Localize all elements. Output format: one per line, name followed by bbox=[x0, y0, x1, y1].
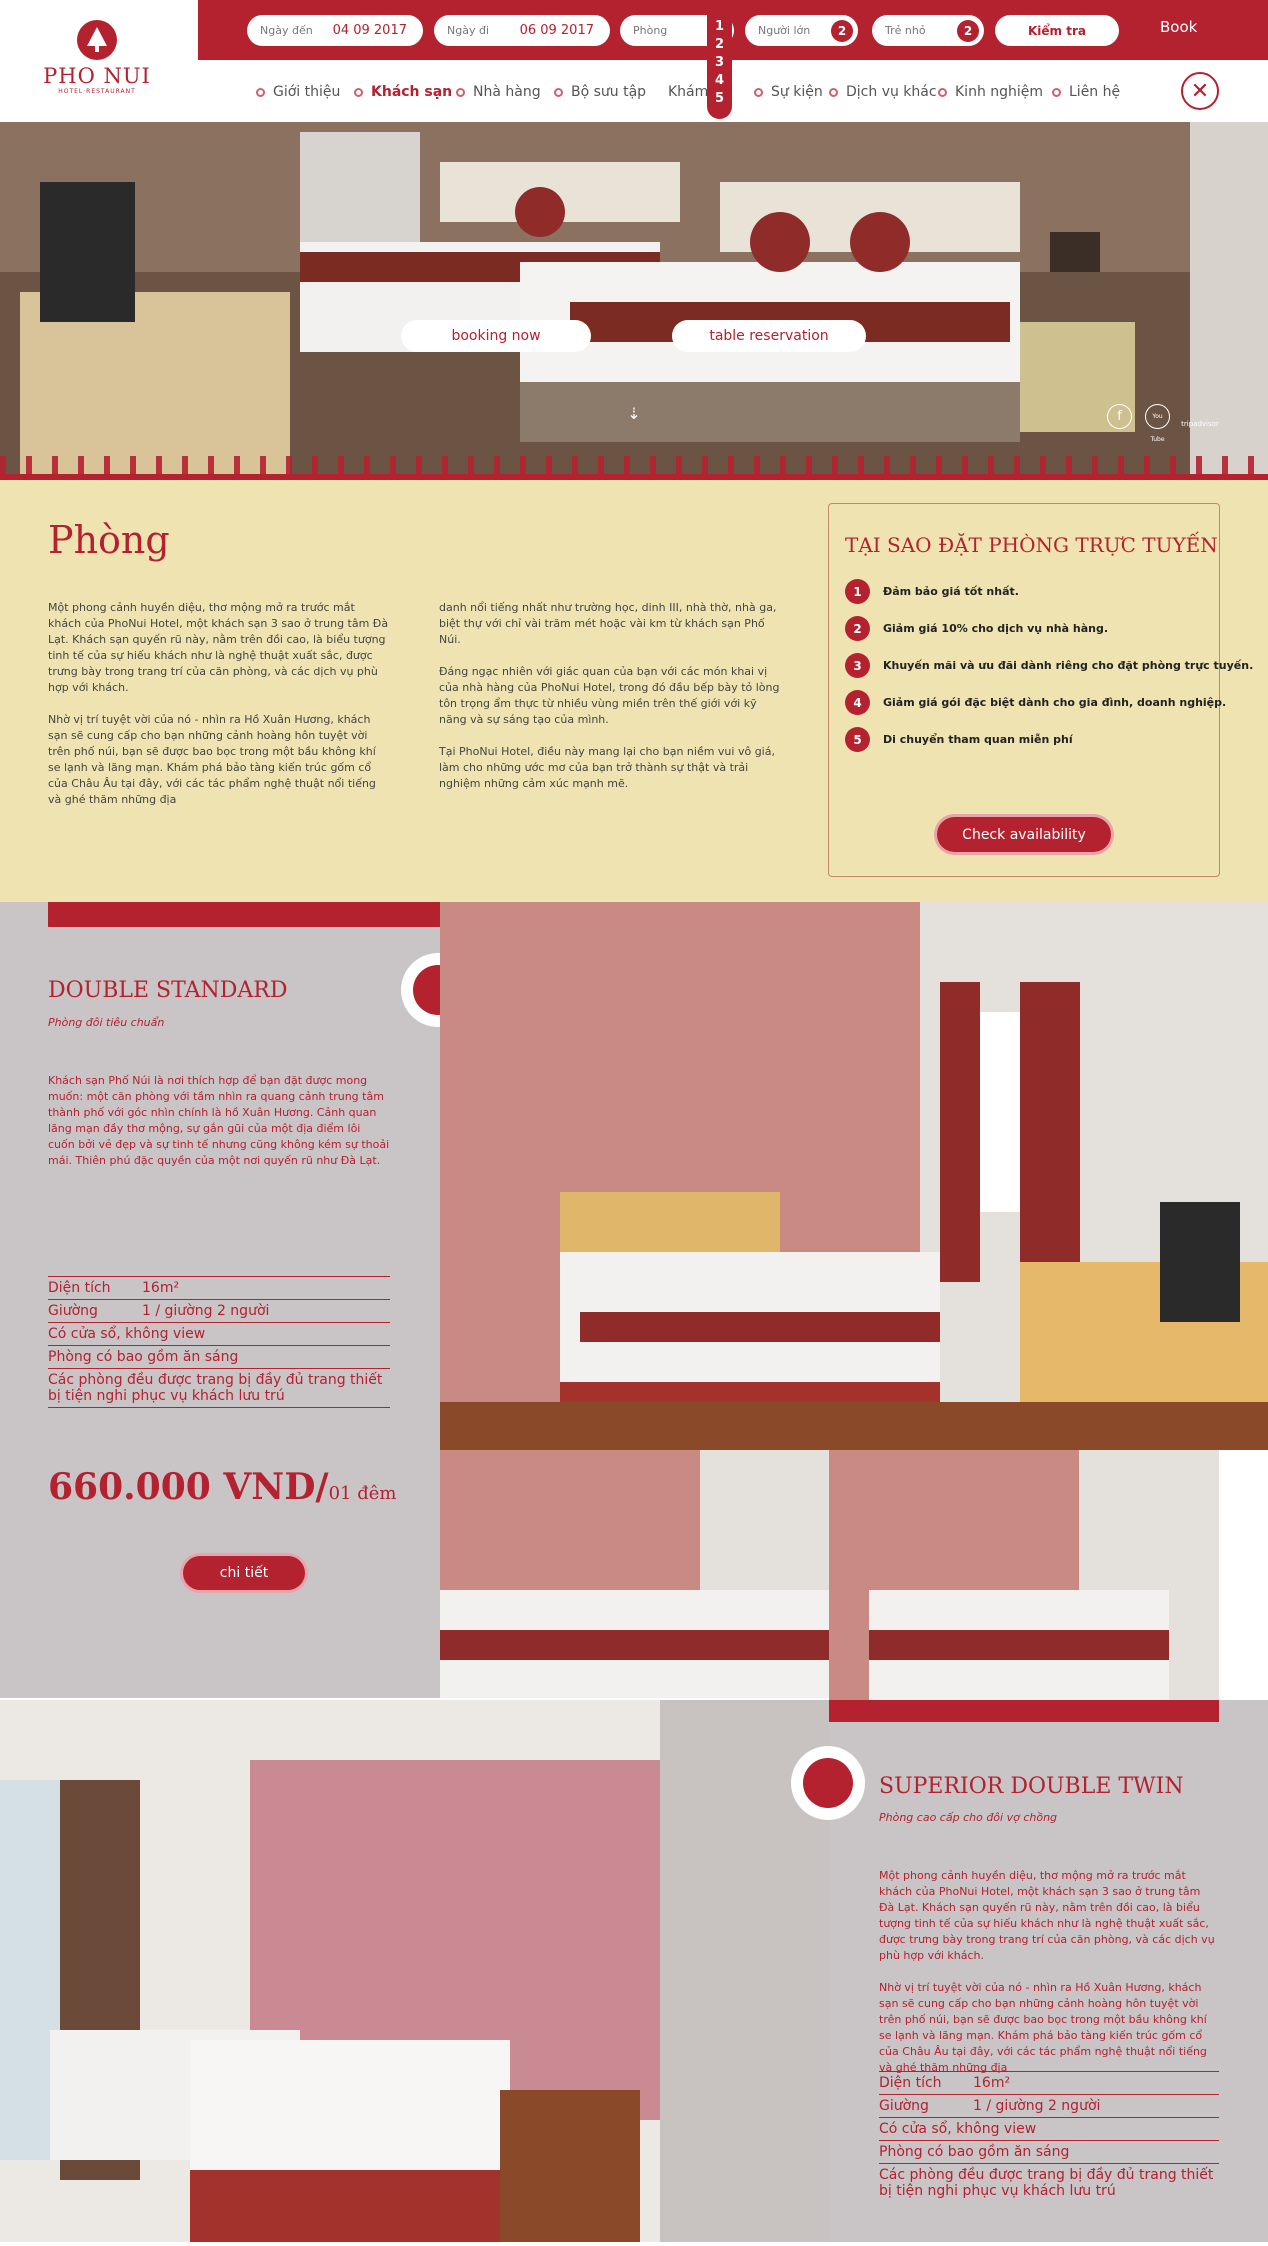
feature-label: Diện tích bbox=[879, 2075, 942, 2091]
feature-label: Phòng có bao gồm ăn sáng bbox=[879, 2144, 1070, 2160]
price-unit: 01 đêm bbox=[328, 1483, 397, 1504]
nav-bullet-icon bbox=[829, 88, 838, 97]
check-availability-button[interactable]: Check availability bbox=[937, 817, 1111, 852]
nav-item-lien-he[interactable] bbox=[1052, 84, 1120, 100]
reason-text: Giảm giá 10% cho dịch vụ nhà hàng. bbox=[883, 622, 1109, 635]
children-label: Trẻ nhỏ bbox=[885, 24, 926, 37]
room-description: Khách sạn Phố Núi là nơi thích hợp để bạn đặt được mong muốn: một căn phòng với tầm nhìn ra quang cảnh trung tâm thành phố với góc nhìn chính là hồ Xuân Hương. Cảnh quan lãng mạn đầy thơ mộng, sự gắn gũi của một địa điểm lôi cuốn bởi vẻ đẹp và sự tinh tế nhưng cũng không kém sự thoải mái. Thiên phú đặc quyền của một nơi quyến rũ như Đà Lạt. bbox=[48, 1074, 390, 1167]
feature-row bbox=[48, 1276, 390, 1299]
feature-row bbox=[48, 1322, 390, 1345]
nav-label: Sự kiện bbox=[771, 84, 823, 100]
room-subtitle: Phòng cao cấp cho đôi vợ chồng bbox=[879, 1811, 1058, 1824]
tripadvisor-icon[interactable]: tripadvisor bbox=[1181, 420, 1219, 428]
room-photo-main bbox=[0, 1700, 829, 2242]
arrival-value: 04 09 2017 bbox=[332, 23, 407, 38]
feature-label: Phòng có bao gồm ăn sáng bbox=[48, 1349, 239, 1365]
table-reservation-button[interactable]: table reservation bbox=[672, 320, 866, 352]
logo[interactable] bbox=[42, 20, 152, 95]
room-subtitle: Phòng đôi tiêu chuẩn bbox=[48, 1016, 165, 1029]
feature-value: 16m² bbox=[973, 2075, 1011, 2091]
rooms-option[interactable]: 3 bbox=[714, 55, 725, 70]
arrival-label: Ngày đến bbox=[260, 24, 313, 37]
feature-label: Giường bbox=[879, 2098, 929, 2114]
price-value: 660.000 VND/ bbox=[48, 1466, 329, 1508]
room-title[interactable]: SUPERIOR DOUBLE TWIN bbox=[879, 1774, 1184, 1799]
nav-bullet-icon bbox=[754, 88, 763, 97]
feature-row bbox=[879, 2071, 1219, 2094]
nav-bullet-icon bbox=[354, 88, 363, 97]
rooms-option[interactable]: 4 bbox=[714, 73, 725, 88]
reason-text: Khuyến mãi và ưu đãi dành riêng cho đặt phòng trực tuyến. bbox=[883, 659, 1254, 672]
feature-row bbox=[879, 2163, 1219, 2202]
check-button[interactable]: Kiểm tra bbox=[995, 15, 1119, 46]
feature-label: Có cửa sổ, không view bbox=[879, 2121, 1037, 2137]
why-book-online-title: TẠI SAO ĐẶT PHÒNG TRỰC TUYẾN bbox=[845, 533, 1218, 557]
feature-row bbox=[48, 1299, 390, 1322]
reason-item bbox=[845, 727, 1073, 752]
nav-item-dich-vu-khac[interactable] bbox=[829, 84, 937, 100]
facebook-icon[interactable]: f bbox=[1107, 404, 1132, 429]
booking-now-button[interactable]: booking now bbox=[401, 320, 591, 352]
room-features bbox=[48, 1276, 390, 1408]
reason-text: Giảm giá gói đặc biệt dành cho gia đình, doanh nghiệp. bbox=[883, 696, 1227, 709]
departure-date-field[interactable] bbox=[434, 15, 610, 46]
feature-value: 1 / giường 2 người bbox=[142, 1303, 270, 1319]
departure-label: Ngày đi bbox=[447, 24, 489, 37]
nav-item-kham[interactable] bbox=[668, 84, 708, 100]
departure-value: 06 09 2017 bbox=[519, 23, 594, 38]
intro-paragraph: danh nổi tiếng nhất như trường học, dinh III, nhà thờ, nhà ga, biệt thự với chỉ vài trăm mét hoặc vài km từ khách sạn Phố Núi. bbox=[439, 601, 777, 646]
intro-column-2 bbox=[439, 600, 781, 792]
feature-label: Có cửa sổ, không view bbox=[48, 1326, 206, 1342]
feature-label: Diện tích bbox=[48, 1280, 111, 1296]
rooms-option[interactable]: 5 bbox=[714, 91, 725, 106]
reason-text: Đảm bảo giá tốt nhất. bbox=[883, 585, 1019, 598]
reason-item bbox=[845, 616, 1108, 641]
nav-label: Dịch vụ khác bbox=[846, 84, 937, 100]
feature-value: 16m² bbox=[142, 1280, 180, 1296]
reason-item bbox=[845, 653, 1253, 678]
children-select[interactable] bbox=[872, 15, 984, 46]
arrival-date-field[interactable] bbox=[247, 15, 423, 46]
nav-label: Liên hệ bbox=[1069, 84, 1121, 100]
reason-number: 1 bbox=[845, 579, 870, 604]
nav-item-su-kien[interactable] bbox=[754, 84, 823, 100]
pinecone-logo-icon bbox=[77, 20, 117, 60]
nav-bullet-icon bbox=[256, 88, 265, 97]
youtube-icon[interactable]: You Tube bbox=[1145, 404, 1170, 429]
rooms-option[interactable]: 2 bbox=[714, 37, 725, 52]
nav-label: Bộ sưu tập bbox=[571, 84, 647, 100]
children-value: 2 bbox=[957, 20, 979, 42]
nav-item-bo-suu-tap[interactable] bbox=[554, 84, 646, 100]
nav-item-gioi-thieu[interactable] bbox=[256, 84, 340, 100]
feature-row bbox=[879, 2140, 1219, 2163]
section-title: Phòng bbox=[48, 518, 170, 562]
nav-label: Khách sạn bbox=[371, 84, 453, 100]
room-description-paragraph: Một phong cảnh huyền diệu, thơ mộng mở ra trước mắt khách của PhoNui Hotel, một khách sạn 3 sao ở trung tâm Đà Lạt. Khách sạn quyến rũ này, nằm trên đồi cao, là biểu tượng tinh tế của sự hiếu khách như là nghệ thuật xuất sắc, được trưng bày trong trang trí của căn phòng, và các dịch vụ phù hợp với khách. bbox=[879, 1869, 1215, 1962]
adults-label: Người lớn bbox=[758, 24, 811, 37]
adults-select[interactable] bbox=[745, 15, 858, 46]
nav-bullet-icon bbox=[938, 88, 947, 97]
nav-label: Kinh nghiệm bbox=[955, 84, 1044, 100]
reason-number: 4 bbox=[845, 690, 870, 715]
feature-value: 1 / giường 2 người bbox=[973, 2098, 1101, 2114]
reason-item bbox=[845, 579, 1019, 604]
nav-label: Nhà hàng bbox=[473, 84, 541, 100]
close-icon[interactable]: ✕ bbox=[1181, 72, 1219, 110]
book-button[interactable]: Book bbox=[1160, 18, 1198, 36]
intro-paragraph: Một phong cảnh huyền diệu, thơ mộng mở ra trước mắt khách của PhoNui Hotel, một khách sạn 3 sao ở trung tâm Đà Lạt. Khách sạn quyến rũ này, nằm trên đồi cao, là biểu tượng tinh tế của sự hiếu khách như là nghệ thuật xuất sắc, được trưng bày trong trang trí của căn phòng, và các dịch vụ phù hợp với khách. bbox=[48, 601, 389, 694]
rooms-option[interactable]: 1 bbox=[714, 19, 725, 34]
room-features bbox=[879, 2071, 1219, 2202]
reason-item bbox=[845, 690, 1226, 715]
room-price bbox=[48, 1466, 396, 1508]
room-photo-thumb[interactable] bbox=[829, 1450, 1219, 1700]
intro-paragraph: Đáng ngạc nhiên với giác quan của bạn với các món khai vị của nhà hàng của PhoNui Hotel, trong đó đầu bếp bày tỏ lòng tôn trọng ẩm thực từ nhiều vùng miền trên thế giới với kỹ năng và sự sáng tạo của mình. bbox=[439, 665, 780, 726]
room-accent-bar bbox=[48, 902, 440, 927]
reason-number: 2 bbox=[845, 616, 870, 641]
nav-item-khach-san[interactable] bbox=[354, 84, 452, 100]
feature-row bbox=[879, 2094, 1219, 2117]
nav-bullet-icon bbox=[554, 88, 563, 97]
reason-number: 5 bbox=[845, 727, 870, 752]
nav-label: Giới thiệu bbox=[273, 84, 341, 100]
nav-bullet-icon bbox=[456, 88, 465, 97]
room-title[interactable]: DOUBLE STANDARD bbox=[48, 978, 288, 1003]
rooms-dropdown[interactable] bbox=[707, 15, 732, 119]
room-photo-thumb[interactable] bbox=[440, 1450, 829, 1698]
adults-value: 2 bbox=[831, 20, 853, 42]
scroll-down-icon[interactable]: ⇣ bbox=[627, 404, 641, 423]
room-accent-bar bbox=[829, 1700, 1219, 1722]
nav-item-nha-hang[interactable] bbox=[456, 84, 541, 100]
feature-label: Giường bbox=[48, 1303, 98, 1319]
feature-label: Các phòng đều được trang bị đầy đủ trang thiết bị tiện nghi phục vụ khách lưu trú bbox=[879, 2167, 1214, 2199]
room-photo-main bbox=[440, 902, 1268, 1450]
logo-name: PHO NUI bbox=[43, 64, 151, 88]
feature-row bbox=[879, 2117, 1219, 2140]
room-description-paragraph: Nhờ vị trí tuyệt vời của nó - nhìn ra Hồ Xuân Hương, khách sạn sẽ cung cấp cho bạn những cảnh hoàng hôn tuyệt vời trên phố núi, bạn sẽ được bao bọc trong một bầu không khí se lạnh và lãng mạn. Khám phá bảo tàng kiến trúc gốm cổ của Châu Âu tại đây, với các tác phẩm nghệ thuật nổi tiếng và ghé thăm những địa bbox=[879, 1981, 1207, 2074]
nav-label: Khám bbox=[668, 84, 709, 100]
nav-item-kinh-nghiem[interactable] bbox=[938, 84, 1043, 100]
feature-row bbox=[48, 1345, 390, 1368]
room-emblem-icon bbox=[791, 1746, 865, 1820]
intro-paragraph: Nhờ vị trí tuyệt vời của nó - nhìn ra Hồ Xuân Hương, khách sạn sẽ cung cấp cho bạn những cảnh hoàng hôn tuyệt vời trên phố núi, bạn sẽ được bao bọc trong một bầu không khí se lạnh và lãng mạn. Khám phá bảo tàng kiến trúc gốm cổ của Châu Âu tại đây, với các tác phẩm nghệ thuật nổi tiếng và ghé thăm những địa bbox=[48, 713, 376, 806]
rooms-label: Phòng bbox=[633, 24, 668, 37]
nav-bullet-icon bbox=[1052, 88, 1061, 97]
room-detail-button[interactable]: chi tiết bbox=[183, 1556, 305, 1590]
reason-number: 3 bbox=[845, 653, 870, 678]
intro-paragraph: Tại PhoNui Hotel, điều này mang lại cho bạn niềm vui vô giá, làm cho những ước mơ của bạn trở thành sự thật và trải nghiệm những cảm xúc mạnh mẽ. bbox=[439, 745, 775, 790]
logo-tagline: HOTEL·RESTAURANT bbox=[58, 88, 136, 95]
feature-label: Các phòng đều được trang bị đầy đủ trang thiết bị tiện nghi phục vụ khách lưu trú bbox=[48, 1372, 383, 1404]
feature-row bbox=[48, 1368, 390, 1407]
room-description bbox=[879, 1868, 1219, 2076]
intro-column-1 bbox=[48, 600, 390, 808]
reason-text: Di chuyển tham quan miễn phí bbox=[883, 733, 1073, 746]
